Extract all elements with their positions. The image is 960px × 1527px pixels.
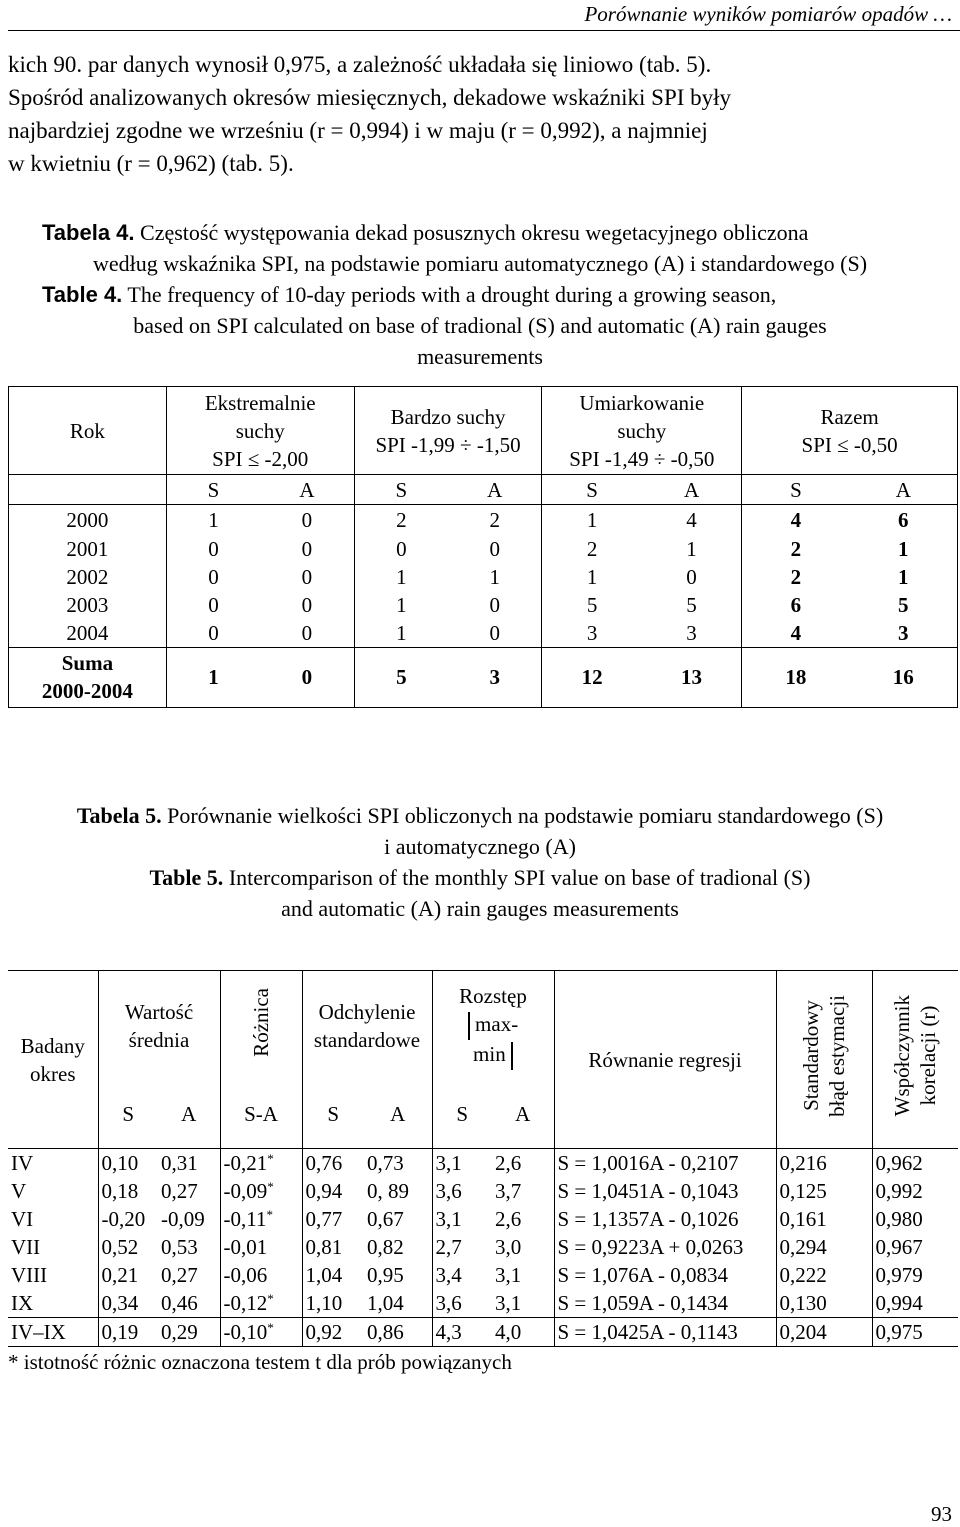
t5-header-text: standardowe [313,1027,421,1052]
t5-period-cell: VI [8,1205,98,1233]
t5-value-cell: 0,979 [875,1263,923,1287]
t5-header-text: Badany [20,1033,85,1058]
t5-header-text: Różnica [249,987,273,1057]
t5-header-std-error [776,971,872,1149]
t4-header-text: suchy [617,418,667,443]
t5-value-cell: 3,1 [492,1261,554,1289]
t5-bar-glyph [511,1042,513,1070]
t4-sum-cell: 5 [396,665,407,689]
t5-diff-cell [220,1289,302,1318]
t5-value-cell: 3,1 [492,1289,554,1318]
t4-value-cell: 2 [396,507,407,532]
t5-value-cell: 0,967 [875,1235,923,1259]
t5-value-cell: 3,7 [492,1177,554,1205]
t4-value-cell: 0 [260,591,354,619]
t5-diff-value: -0,06 [223,1263,268,1287]
t4-header-text: Bardzo suchy [390,404,506,429]
running-header [0,0,960,32]
t5-value-cell: 0,992 [875,1179,923,1203]
t4-value-cell: 1 [396,592,407,617]
t5-diff-cell [220,1149,302,1178]
t5-diff-value: -0,09 [223,1179,268,1203]
paragraph-line: Spośród analizowanych okresów miesięcznych, dekadowe wskaźniki SPI były [8,85,732,110]
t5-header-text: Odchylenie [318,999,416,1024]
t5-value-cell: 0, 89 [364,1177,432,1205]
t5-significance-mark: * [267,1291,274,1306]
t4-value-cell: 1 [898,536,909,561]
t5-value-cell: 3,6 [435,1179,462,1203]
t4-data-row [9,505,958,535]
t5-header-vert [798,995,850,1117]
t5-header-text: średnia [128,1027,190,1052]
t4-sa-cell: A [895,477,911,502]
t4-value-cell: 3 [642,619,742,648]
t5-value-cell: 0,46 [158,1289,220,1318]
t4-header-text: SPI -1,49 ÷ -0,50 [569,446,715,471]
t5-sub-cell: S [456,1102,469,1127]
table5-caption [0,800,960,924]
t4-sa-cell: S [207,477,220,502]
t5-value-cell: 1,04 [305,1263,343,1287]
t5-period-cell: VII [8,1233,98,1261]
t5-value-cell: 2,6 [492,1149,554,1178]
table4-title-en-line3: measurements [417,344,543,369]
t5-value-cell: S = 1,0425A - 0,1143 [554,1318,776,1347]
t4-header-text: Ekstremalnie [204,390,316,415]
t4-sum-cell: 12 [581,665,603,689]
t4-value-cell: 0 [208,564,219,589]
t4-value-cell: 1 [586,564,598,589]
t5-value-cell: 2,6 [492,1205,554,1233]
t4-value-cell: 4 [642,505,742,535]
t4-value-cell: 1 [208,507,219,532]
t5-value-cell: -0,20 [101,1207,146,1231]
t5-value-cell: 0,19 [101,1320,139,1344]
t5-value-cell: 4,3 [435,1320,462,1344]
t5-value-cell: 0,77 [305,1207,343,1231]
t5-diff-cell [220,1177,302,1205]
t4-year-cell: 2003 [9,591,167,619]
t4-sum-cell: 13 [642,647,742,707]
t5-diff-cell [220,1318,302,1347]
t5-header-text: Standardowy [799,1000,823,1112]
t5-value-cell: 3,0 [492,1233,554,1261]
t5-significance-mark: * [267,1320,274,1335]
t4-value-cell: 0 [208,620,219,645]
t5-header-regression: Równanie regresji [554,971,776,1149]
t5-diff-value: -0,11 [223,1207,267,1231]
t5-value-cell: 0,222 [776,1261,872,1289]
t4-value-cell: 4 [790,620,802,645]
t4-value-cell: 2 [448,505,542,535]
t5-value-cell: 0,86 [364,1318,432,1347]
table4-label-en: Table 4. [42,282,123,307]
t5-period-cell: IX [8,1289,98,1318]
t4-data-row [9,591,958,619]
t4-header-moderate [542,387,742,475]
t5-data-row [8,1177,958,1205]
t5-period-cell: IV [8,1149,98,1178]
table5-title-pl: Porównanie wielkości SPI obliczonych na podstawie pomiaru standardowego (S) [161,803,884,828]
t5-value-cell: 0,81 [305,1235,343,1259]
t4-header-extreme [166,387,354,475]
t4-data-row [9,563,958,591]
t4-sa-cell: A [642,475,742,505]
t5-value-cell: 3,1 [435,1207,462,1231]
t5-value-cell: S = 1,076A - 0,0834 [554,1261,776,1289]
t5-header-text: okres [30,1061,76,1086]
t4-value-cell: 0 [260,535,354,563]
t5-header-text: Współczynnik [890,995,915,1117]
t5-value-cell: 0,975 [875,1320,923,1344]
t4-value-cell: 0 [642,563,742,591]
t5-value-cell: 1,10 [305,1291,343,1315]
t4-value-cell: 0 [208,536,219,561]
table5-title-en-line2: and automatic (A) rain gauges measurements [281,896,679,921]
t5-header-text: Wartość [124,999,194,1024]
t4-value-cell: 1 [642,535,742,563]
t4-value-cell: 4 [790,507,802,532]
t4-value-cell: 1 [898,564,909,589]
t5-value-cell: 0,53 [158,1233,220,1261]
table5-label-pl: Tabela 5. [76,803,162,828]
t4-value-cell: 6 [790,592,802,617]
t5-value-cell: 0,21 [101,1263,139,1287]
t4-header-text: Umiarkowanie [579,390,705,415]
t5-value-cell: 0,52 [101,1235,139,1259]
t5-header-text: błąd estymacji [825,995,849,1117]
t5-value-cell: 4,0 [492,1318,554,1347]
t4-header-text: SPI -1,99 ÷ -1,50 [375,432,521,457]
t5-header-vert [889,995,941,1116]
paragraph-line: kich 90. par danych wynosił 0,975, a zależność układała się liniowo (tab. 5). [8,52,712,77]
t4-value-cell: 0 [208,592,219,617]
t5-value-cell: 0,31 [158,1149,220,1178]
t4-value-cell: 0 [448,619,542,648]
t4-sum-cell: 0 [260,647,354,707]
table4-label-pl: Tabela 4. [42,220,135,245]
t5-value-cell: 0,216 [776,1149,872,1178]
t4-header-very-dry [354,387,542,475]
t4-year-cell: 2002 [9,563,167,591]
t5-value-cell: 0,18 [101,1179,139,1203]
t5-header-range [432,971,554,1081]
table4-title-en-line2: based on SPI calculated on base of tradional (S) and automatic (A) rain gauges [133,313,827,338]
t4-sum-label-line: 2000-2004 [41,679,133,703]
table4 [8,386,958,708]
t5-sub-cell: A [492,1081,554,1149]
t4-header-rok: Rok [9,387,167,475]
t4-sum-cell: 3 [448,647,542,707]
t5-diff-value: -0,21 [223,1151,268,1175]
t5-header-mean [98,971,220,1081]
t5-value-cell: -0,09 [158,1205,220,1233]
t4-sa-cell: S [586,477,598,502]
table4-title-pl: Częstość występowania dekad posusznych okresu wegetacyjnego obliczona [134,220,809,245]
t4-header-text: suchy [235,418,285,443]
table5-title-en: Intercomparison of the monthly SPI value on base of tradional (S) [223,865,811,890]
t5-diff-cell [220,1233,302,1261]
t5-sub-cell: S-A [220,1081,302,1149]
t4-sum-cell: 16 [892,665,914,689]
t5-value-cell: 2,7 [435,1235,462,1259]
t5-value-cell: 0,92 [305,1320,343,1344]
t4-value-cell: 1 [586,507,598,532]
t5-data-row [8,1233,958,1261]
t4-sum-cell: 1 [208,665,219,689]
t5-value-cell: 0,82 [364,1233,432,1261]
t4-value-cell: 1 [396,620,407,645]
t5-diff-value: -0,01 [223,1235,268,1259]
t5-value-cell: 0,27 [158,1177,220,1205]
t4-value-cell: 2 [790,536,802,561]
t5-header-text: korelacji (r) [916,1006,941,1106]
t5-period-cell: V [8,1177,98,1205]
t5-header-diff [220,971,302,1081]
t5-value-cell: 0,34 [101,1291,139,1315]
t4-value-cell: 0 [260,563,354,591]
t5-value-cell: S = 1,0451A - 0,1043 [554,1177,776,1205]
t5-value-cell: 0,73 [364,1149,432,1178]
t5-value-cell: S = 1,1357A - 0,1026 [554,1205,776,1233]
t4-header-text: Razem [820,404,879,429]
table5-title-pl-line2: i automatycznego (A) [384,834,576,859]
t4-year-cell: 2004 [9,619,167,648]
t5-value-cell: 0,204 [776,1318,872,1347]
t5-value-cell: 0,76 [305,1151,343,1175]
t5-diff-cell [220,1261,302,1289]
t5-value-cell: 0,962 [875,1151,923,1175]
t5-data-row [8,1261,958,1289]
body-paragraph [8,48,958,180]
table5 [8,970,958,1347]
t4-value-cell: 2 [790,564,802,589]
t5-value-cell: 0,994 [875,1291,923,1315]
t4-year-cell: 2001 [9,535,167,563]
t5-total-row [8,1318,958,1347]
t5-significance-mark: * [267,1179,274,1194]
t5-header-text: max- [475,1011,519,1036]
table4-title-en: The frequency of 10-day periods with a drought during a growing season, [122,282,777,307]
t5-sub-cell: S [327,1102,340,1127]
t4-sum-row [9,647,958,707]
table4-title-pl-line2: według wskaźnika SPI, na podstawie pomiaru automatycznego (A) i standardowego (S) [92,251,868,276]
t4-value-cell: 0 [260,505,354,535]
t4-sum-label [9,647,167,707]
t4-value-cell: 0 [448,591,542,619]
t4-value-cell: 5 [898,592,909,617]
t5-header-text: Rozstęp [459,983,527,1008]
t4-value-cell: 0 [396,536,407,561]
t4-year-cell: 2000 [9,505,167,535]
t4-value-cell: 2 [586,536,598,561]
t5-value-cell: 3,6 [435,1291,462,1315]
t5-diff-value: -0,12 [223,1291,268,1315]
t5-value-cell: 0,161 [776,1205,872,1233]
t5-value-cell: 0,94 [305,1179,343,1203]
t4-data-row [9,535,958,563]
t5-value-cell: 3,4 [435,1263,462,1287]
t4-sa-cell: S [395,477,408,502]
t5-value-cell: 0,125 [776,1177,872,1205]
t4-value-cell: 3 [586,620,598,645]
t4-sa-cell: A [260,475,354,505]
t5-value-cell: S = 0,9223A + 0,0263 [554,1233,776,1261]
t5-value-cell: 0,27 [158,1261,220,1289]
t5-value-cell: 0,95 [364,1261,432,1289]
t5-significance-mark: * [266,1207,273,1222]
header-rule [8,30,960,31]
t4-header-text: SPI ≤ -2,00 [212,446,309,471]
t5-value-cell: 0,67 [364,1205,432,1233]
t5-value-cell: 0,10 [101,1151,139,1175]
t5-diff-cell [220,1205,302,1233]
t5-data-row [8,1289,958,1318]
t5-value-cell: 1,04 [364,1289,432,1318]
t5-value-cell: 0,29 [158,1318,220,1347]
paragraph-line: najbardziej zgodne we wrześniu (r = 0,994) i w maju (r = 0,992), a najmniej [8,118,708,143]
t4-sa-row [9,475,958,505]
t5-data-row [8,1205,958,1233]
t4-header-text: SPI ≤ -0,50 [801,432,898,457]
t4-sum-label-line: Suma [61,651,114,675]
t5-value-cell: 0,130 [776,1289,872,1318]
t4-sum-cell: 18 [785,665,807,689]
t5-data-row [8,1149,958,1178]
t4-sa-cell: S [790,477,802,502]
t5-diff-value: -0,10 [223,1320,268,1344]
t5-value-cell: 0,980 [875,1207,923,1231]
t5-value-cell: S = 1,0016A - 0,2107 [554,1149,776,1178]
paragraph-line: w kwietniu (r = 0,962) (tab. 5). [8,151,294,176]
t5-bar-glyph [468,1012,470,1040]
footnote: * istotność różnic oznaczona testem t dla prób powiązanych [8,1350,512,1374]
running-header-title: Porównanie wyników pomiarów opadów … [584,2,952,26]
t5-sub-cell: A [158,1081,220,1149]
t5-header-correlation [872,971,958,1149]
t5-header-period [8,971,98,1149]
t5-significance-mark: * [267,1151,274,1166]
t4-header-total [742,387,958,475]
t5-sub-cell: A [364,1081,432,1149]
t5-header-std [302,971,432,1081]
t4-value-cell: 0 [448,535,542,563]
t4-value-cell: 1 [448,563,542,591]
t4-value-cell: 5 [586,592,598,617]
t4-value-cell: 6 [898,507,909,532]
table4-caption [0,217,960,372]
t5-period-cell: IV–IX [8,1318,98,1347]
t5-sub-cell: S [122,1102,135,1127]
t4-value-cell: 1 [396,564,407,589]
table5-label-en: Table 5. [149,865,224,890]
t5-value-cell: S = 1,059A - 0,1434 [554,1289,776,1318]
t4-value-cell: 5 [642,591,742,619]
t4-value-cell: 3 [898,620,909,645]
t4-value-cell: 0 [260,619,354,648]
t4-sa-cell: A [448,475,542,505]
t5-header-text: min [473,1041,506,1066]
t5-period-cell: VIII [8,1261,98,1289]
t4-data-row [9,619,958,648]
t5-value-cell: 3,1 [435,1151,462,1175]
page-number: 93 [931,1502,952,1526]
t5-value-cell: 0,294 [776,1233,872,1261]
